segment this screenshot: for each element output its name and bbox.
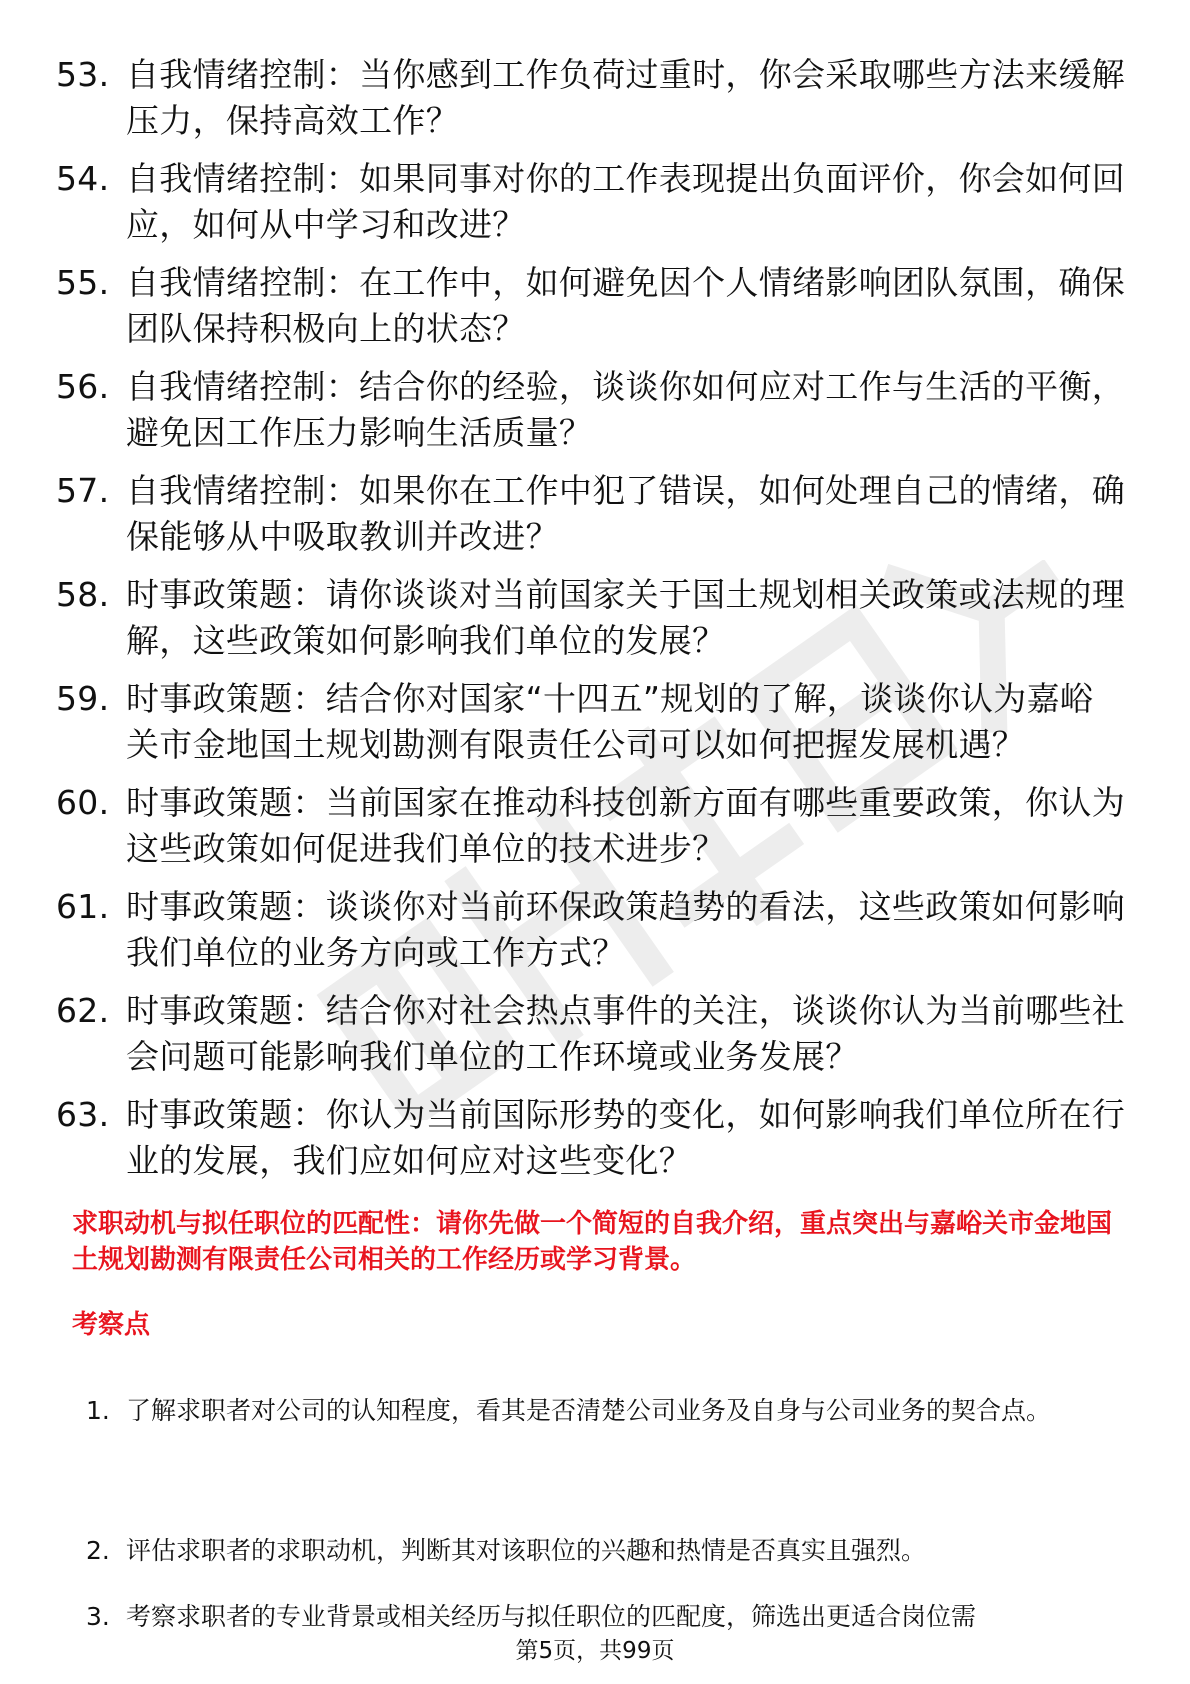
question-text: 时事政策题：请你谈谈对当前国家关于国土规划相关政策或法规的理解，这些政策如何影响我们单位的发展？ bbox=[126, 575, 1125, 660]
check-point-text: 了解求职者对公司的认知程度，看其是否清楚公司业务及自身与公司业务的契合点。 bbox=[126, 1396, 1052, 1425]
page-footer: 第5页，共99页 bbox=[515, 1638, 675, 1664]
question-text: 时事政策题：结合你对国家“十四五”规划的了解，谈谈你认为嘉峪关市金地国土规划勘测有限责任公司可以如何把握发展机遇？ bbox=[126, 679, 1094, 764]
check-point-item bbox=[0, 1520, 1190, 1586]
question-number: 61. bbox=[56, 887, 110, 926]
check-point-item bbox=[0, 1380, 1190, 1520]
question-text: 自我情绪控制：如果你在工作中犯了错误，如何处理自己的情绪，确保能够从中吸取教训并改进？ bbox=[126, 471, 1125, 556]
question-text: 自我情绪控制：在工作中，如何避免因个人情绪影响团队氛围，确保团队保持积极向上的状态？ bbox=[126, 263, 1125, 348]
question-number: 55. bbox=[56, 263, 110, 302]
question-text: 自我情绪控制：当你感到工作负荷过重时，你会采取哪些方法来缓解压力，保持高效工作？ bbox=[126, 55, 1125, 140]
question-item bbox=[0, 568, 1190, 672]
question-text: 自我情绪控制：如果同事对你的工作表现提出负面评价，你会如何回应，如何从中学习和改进？ bbox=[126, 159, 1125, 244]
check-point-number: 1. bbox=[86, 1396, 110, 1425]
motive-question: 求职动机与拟任职位的匹配性：请你先做一个简短的自我介绍，重点突出与嘉峪关市金地国土规划勘测有限责任公司相关的工作经历或学习背景。 bbox=[72, 1209, 1113, 1275]
question-item bbox=[0, 360, 1190, 464]
question-number: 56. bbox=[56, 367, 110, 406]
question-item bbox=[0, 984, 1190, 1088]
question-number: 53. bbox=[56, 55, 110, 94]
question-text: 时事政策题：结合你对社会热点事件的关注，谈谈你认为当前哪些社会问题可能影响我们单位的工作环境或业务发展？ bbox=[126, 991, 1125, 1076]
question-text: 自我情绪控制：结合你的经验，谈谈你如何应对工作与生活的平衡，避免因工作压力影响生活质量？ bbox=[126, 367, 1125, 452]
check-points-heading: 考察点 bbox=[72, 1310, 151, 1340]
question-number: 58. bbox=[56, 575, 110, 614]
question-list bbox=[0, 48, 1190, 1192]
question-number: 63. bbox=[56, 1095, 110, 1134]
question-text: 时事政策题：谈谈你对当前环保政策趋势的看法，这些政策如何影响我们单位的业务方向或工作方式？ bbox=[126, 887, 1125, 972]
question-text: 时事政策题：你认为当前国际形势的变化，如何影响我们单位所在行业的发展，我们应如何应对这些变化？ bbox=[126, 1095, 1125, 1180]
question-item bbox=[0, 48, 1190, 152]
question-item bbox=[0, 1088, 1190, 1192]
check-point-number: 3. bbox=[86, 1602, 110, 1631]
question-number: 59. bbox=[56, 679, 110, 718]
question-number: 60. bbox=[56, 783, 110, 822]
question-text: 时事政策题：当前国家在推动科技创新方面有哪些重要政策，你认为这些政策如何促进我们单位的技术进步？ bbox=[126, 783, 1125, 868]
question-number: 62. bbox=[56, 991, 110, 1030]
check-point-text: 考察求职者的专业背景或相关经历与拟任职位的匹配度，筛选出更适合岗位需 bbox=[126, 1602, 977, 1631]
question-item bbox=[0, 152, 1190, 256]
question-item bbox=[0, 776, 1190, 880]
question-item bbox=[0, 464, 1190, 568]
check-point-text: 评估求职者的求职动机，判断其对该职位的兴趣和热情是否真实且强烈。 bbox=[126, 1536, 927, 1565]
question-item bbox=[0, 880, 1190, 984]
check-points-list bbox=[0, 1380, 1190, 1652]
check-point-number: 2. bbox=[86, 1536, 110, 1565]
question-number: 54. bbox=[56, 159, 110, 198]
question-number: 57. bbox=[56, 471, 110, 510]
question-item bbox=[0, 256, 1190, 360]
question-item bbox=[0, 672, 1190, 776]
